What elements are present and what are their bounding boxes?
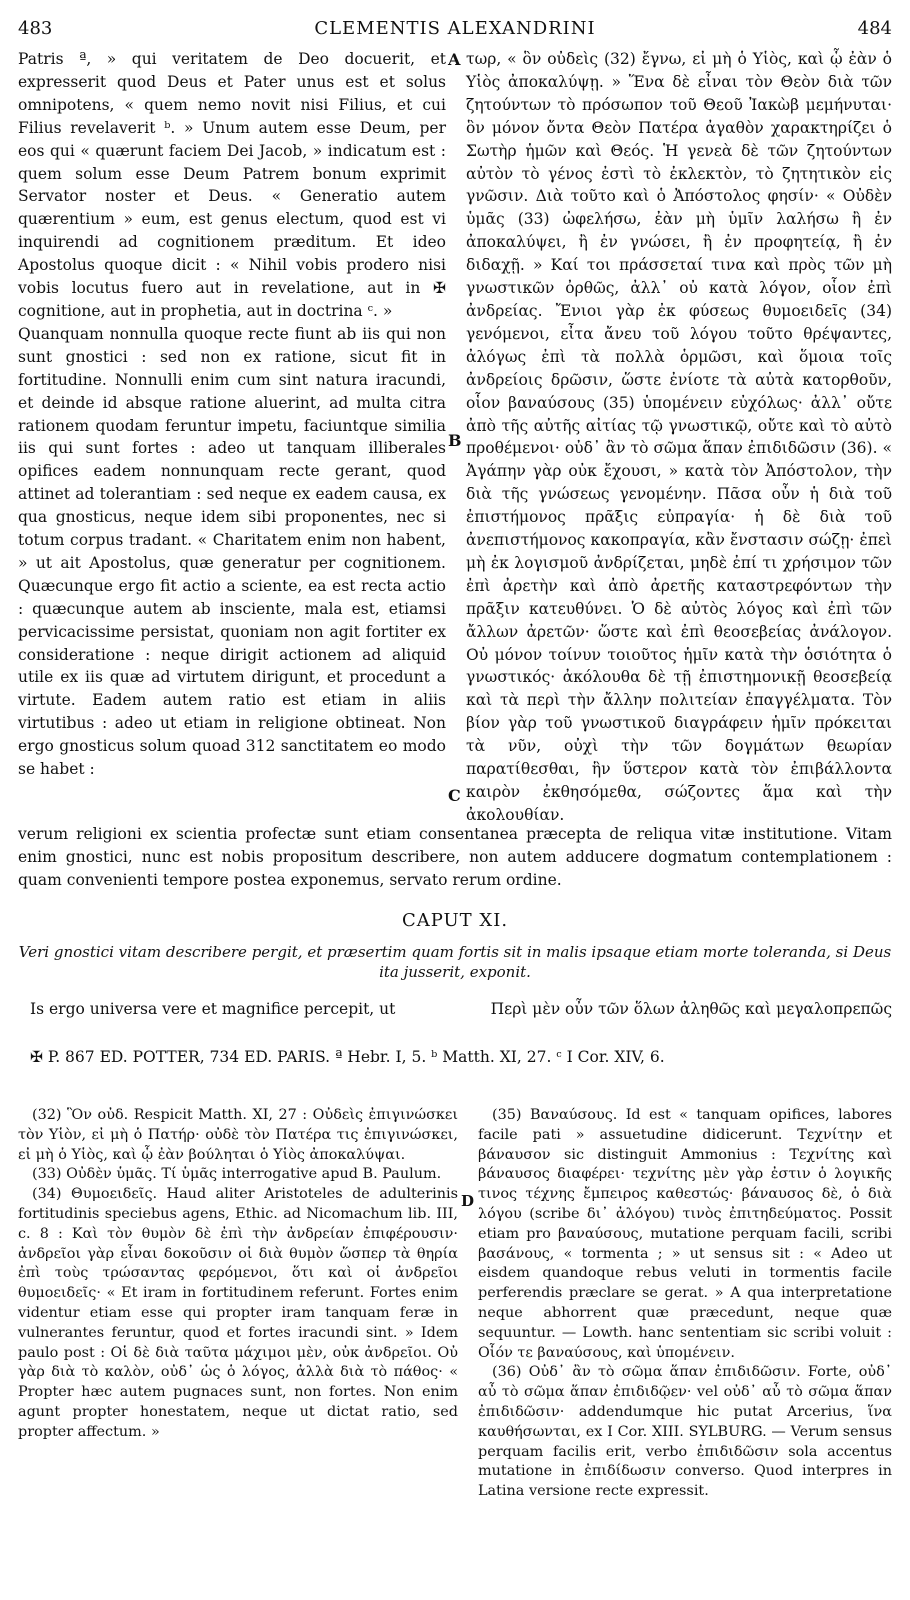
footnote-33: (33) Οὐδὲν ὑμᾶς. Τί ὑμᾶς interrogative apud B. Paulum. bbox=[32, 1166, 442, 1183]
margin-letter-d: D bbox=[461, 1192, 475, 1210]
margin-letter-c: C bbox=[448, 786, 461, 805]
page-number-left: 483 bbox=[18, 18, 53, 39]
chapter-start-latin: Is ergo universa vere et magnifice percepit, ut bbox=[30, 1000, 396, 1018]
greek-column bbox=[466, 48, 892, 827]
latin-full-width-text: verum religioni ex scientia profectæ sunt etiam consentanea præcepta de reliqua vitæ institutione. Vitam enim gnostici, nunc est nobis propositum describere, non autem adducere dogmatum contemplationem : quam convenienti tempore postea exponemus, servato rerum ordine. bbox=[18, 825, 892, 889]
page-number-right: 484 bbox=[857, 18, 892, 39]
chapter-start-greek: Περὶ μὲν οὖν τῶν ὅλων ἀληθῶς καὶ μεγαλοπρεπῶς bbox=[490, 1000, 892, 1018]
chapter-summary: Veri gnostici vitam describere pergit, et præsertim quam fortis sit in malis ipsaque etiam morte toleranda, si Deus ita jusserit, exponit. bbox=[18, 943, 892, 981]
margin-letter-b: B bbox=[448, 431, 462, 450]
edition-references: ✠ P. 867 ED. POTTER, 734 ED. PARIS. ª Hebr. I, 5. ᵇ Matth. XI, 27. ᶜ I Cor. XIV, 6. bbox=[30, 1048, 665, 1066]
latin-full-width bbox=[18, 823, 892, 892]
chapter-title: CAPUT XI. bbox=[401, 910, 509, 931]
latin-paragraph-1: Patris ª, » qui veritatem de Deo docuerit, et expresserit quod Deus et Pater unus est et solus omnipotens, « quem nemo novit nisi Filius, et cui Filius revelaverit ᵇ. » Unum autem esse Deum, per eos qui « quærunt faciem Dei Jacob, » indicatum est : quem solum esse Deum Patrem bonum exprimit Servator noster et Deus. « Generatio autem quærentium » eum, est genus electum, quod est vi inquirendi ad cognitionem præditum. Et ideo Apostolus quoque dicit : « Nihil vobis prodero nisi vobis locutus fuero aut in revelatione, aut in ✠ cognitione, aut in prophetia, aut in doctrina ᶜ. » bbox=[18, 50, 446, 320]
margin-letter-a: A bbox=[448, 50, 461, 69]
latin-paragraph-2: Quanquam nonnulla quoque recte fiunt ab iis qui non sunt gnostici : sed non ex ratione, sicut fit in fortitudine. Nonnulli enim cum sint natura iracundi, et deinde id absque ratione aluerint, ad multa citra rationem quodam feruntur impetu, faciuntque similia iis qui sunt fortes : adeo ut tanquam illiberales opifices eadem nonnunquam recte gerant, quod attinet ad tolerantiam : sed neque ex eadem causa, ex qua gnosticus, neque idem sibi proponentes, nec si totum corpus tradant. « Charitatem enim non habent, » ut ait Apostolus, quæ generatur per cognitionem. Quæcunque ergo fit actio a sciente, ea est recta actio : quæcunque autem ab insciente, mala est, etiamsi pervicacissime persistat, quoniam non agit fortiter ex consideratione : neque dirigit actionem ad aliquid utile ex iis quæ ad virtutem dirigunt, et procedunt a virtute. Eadem autem ratio est etiam in aliis virtutibus : adeo ut etiam in religione obtineat. Non ergo gnosticus solum quoad 312 sanctitatem eo modo se habet : bbox=[18, 324, 446, 779]
latin-column bbox=[18, 48, 446, 781]
footnotes-right bbox=[478, 1106, 892, 1502]
footnotes-left bbox=[18, 1106, 458, 1443]
footnote-32: (32) Ὃν οὐδ. Respicit Matth. XI, 27 : Οὐδεὶς ἐπιγινώσκει τὸν Υἱὸν, εἰ μὴ ὁ Πατήρ· οὐδὲ τὸν Πατέρα τις ἐπιγινώσκει, εἰ μὴ ὁ Υἱὸς, καὶ ᾧ ἐὰν βούληται ὁ Υἱὸς ἀποκαλύψαι. bbox=[18, 1107, 458, 1163]
footnote-34: (34) Θυμοειδεῖς. Haud aliter Aristoteles de adulterinis fortitudinis speciebus agens, Ethic. ad Nicomachum lib. III, c. 8 : Καὶ τὸν θυμὸν δὲ ἐπὶ τὴν ἀνδρείαν ἐπιφέρουσιν· ἀνδρεῖοι γὰρ εἶναι δοκοῦσιν οἱ διὰ θυμὸν ὥσπερ τὰ θηρία ἐπὶ τοὺς τρώσαντας φερόμενοι, ὅτι καὶ οἱ ἀνδρεῖοι θυμοειδεῖς· « Et iram in fortitudinem referunt. Fortes enim videntur etiam esse qui propter iram tanquam feræ in vulnerantes feruntur, quod et fortes iracundi sint. » Idem paulo post : Οἱ δὲ διὰ ταῦτα μάχιμοι μὲν, οὐκ ἀνδρεῖοι. Οὐ γὰρ διὰ τὸ καλὸν, οὐδ᾽ ὡς ὁ λόγος, ἀλλὰ διὰ τὸ πάθος· « Propter hæc autem pugnaces sunt, non fortes. Non enim agunt propter honestatem, neque ut dictat ratio, sed propter affectum. » bbox=[18, 1186, 458, 1440]
footnote-35: (35) Βαναύσους. Id est « tanquam opifices, labores facile pati » assuetudine didicerunt. Τεχνίτην et βάναυσον sic distinguit Ammonius : Τεχνίτης καὶ βάναυσος διαφέρει· τεχνίτης μὲν γὰρ ἐστιν ὁ λογικῆς τινος τέχνης ἔμπειρος καθεστώς· βάναυσος δὲ, ὁ διὰ λόγου (scribe δι᾽ ἀλόγου) τινὸς ἐπιτηδεύματος. Possit etiam pro βαναύσους, mutatione perquam facili, scribi βασάνους, « tormenta ; » ut sensus sit : « Adeo ut eisdem quandoque rebus veluti in tormentis facile perferendis præclare se gerat. » A qua interpretatione neque abhorrent quæ præcedunt, neque quæ sequuntur. — Lowth. hanc sententiam sic scribi voluit : Οἷόν τε βαναύσους, καὶ ὑπομένειν. bbox=[478, 1107, 892, 1361]
greek-text: τωρ, « ὃν οὐδεὶς (32) ἔγνω, εἰ μὴ ὁ Υἱὸς, καὶ ᾧ ἐὰν ὁ Υἱὸς ἀποκαλύψῃ. » Ἕνα δὲ εἶναι τὸν Θεὸν διὰ τῶν ζητούντων τὸ πρόσωπον τοῦ Θεοῦ Ἰακὼβ μεμήνυται· ὃν μόνον ὄντα Θεὸν Πατέρα ἀγαθὸν χαρακτηρίζει ὁ Σωτὴρ ἡμῶν καὶ Θεός. Ἡ γενεὰ δὲ τῶν ζητούντων αὐτὸν τὸ γένος ἐστὶ τὸ ἐκλεκτὸν, τὸ ζητητικὸν εἰς γνῶσιν. Διὰ τοῦτο καὶ ὁ Ἀπόστολος φησίν· « Οὐδὲν ὑμᾶς (33) ὠφελήσω, ἐὰν μὴ ὑμῖν λαλήσω ἢ ἐν ἀποκαλύψει, ἢ ἐν γνώσει, ἢ ἐν προφητείᾳ, ἢ ἐν διδαχῇ. » Καί τοι πράσσεταί τινα καὶ πρὸς τῶν μὴ γνωστικῶν ὀρθῶς, ἀλλ᾽ οὐ κατὰ λόγον, οἷον ἐπὶ ἀνδρείας. Ἔνιοι γὰρ ἐκ φύσεως θυμοειδεῖς (34) γενόμενοι, εἶτα ἄνευ τοῦ λόγου τοῦτο θρέψαντες, ἀλόγως ἐπὶ τὰ πολλὰ ὁρμῶσι, καὶ ὅμοια τοῖς ἀνδρείοις δρῶσιν, ὥστε ἐνίοτε τὰ αὐτὰ κατορθοῦν, οἷον βαναύσους (35) ὑπομένειν εὐχόλως· ἀλλ᾽ οὔτε ἀπὸ τῆς αὐτῆς αἰτίας τῷ γνωστικῷ, οὔτε καὶ τὸ αὐτὸ προθέμενοι· οὐδ᾽ ἂν τὸ σῶμα ἅπαν ἐπιδιδῶσιν (36). « Ἀγάπην γὰρ οὐκ ἔχουσι, » κατὰ τὸν Ἀπόστολον, τὴν διὰ τῆς γνώσεως γενομένην. Πᾶσα οὖν ἡ διὰ τοῦ ἐπιστήμονος πρᾶξις εὐπραγία· ἡ δὲ διὰ τοῦ ἀνεπιστήμονος κακοπραγία, κἂν ἔνστασιν σώζῃ· ἐπεὶ μὴ ἐκ λογισμοῦ ἀνδρίζεται, μηδὲ ἐπί τι χρήσιμον τῶν ἐπὶ ἀρετὴν καὶ ἀπὸ ἀρετῆς καταστρεφόντων τὴν πρᾶξιν κατευθύνει. Ὁ δὲ αὐτὸς λόγος καὶ ἐπὶ τῶν ἄλλων ἀρετῶν· ὥστε καὶ ἐπὶ θεοσεβείας ἀνάλογον. Οὐ μόνον τοίνυν τοιοῦτος ἡμῖν κατὰ τὴν ὁσιότητα ὁ γνωστικός· ἀκόλουθα δὲ τῇ ἐπιστημονικῇ θεοσεβείᾳ καὶ τὰ περὶ τὴν ἄλλην πολιτείαν ἐπαγγέλματα. Τὸν βίον γὰρ τοῦ γνωστικοῦ διαγράφειν ἡμῖν πρόκειται τὰ νῦν, οὐχὶ τὴν τῶν δογμάτων θεωρίαν παρατίθεσθαι, ἣν ὕστερον κατὰ τὸν ἐπιβάλλοντα καιρὸν ἐκθησόμεθα, σώζοντες ἅμα καὶ τὴν ἀκολουθίαν. bbox=[466, 50, 892, 824]
footnote-36: (36) Οὐδ᾽ ἂν τὸ σῶμα ἅπαν ἐπιδιδῶσιν. Forte, οὐδ᾽ αὖ τὸ σῶμα ἅπαν ἐπιδιδῷεν· vel οὐδ᾽ αὖ τὸ σῶμα ἅπαν ἐπιδιδῶσιν· addendumque hic putat Arcerius, ἵνα καυθήσωνται, ex I Cor. XIII. SYLBURG. — Verum sensus perquam facilis erit, verbo ἐπιδιδῶσιν sola accentus mutatione in ἐπιδίδωσιν converso. Quod interpres in Latina versione recte expressit. bbox=[478, 1364, 892, 1500]
running-title: CLEMENTIS ALEXANDRINI bbox=[314, 18, 596, 39]
